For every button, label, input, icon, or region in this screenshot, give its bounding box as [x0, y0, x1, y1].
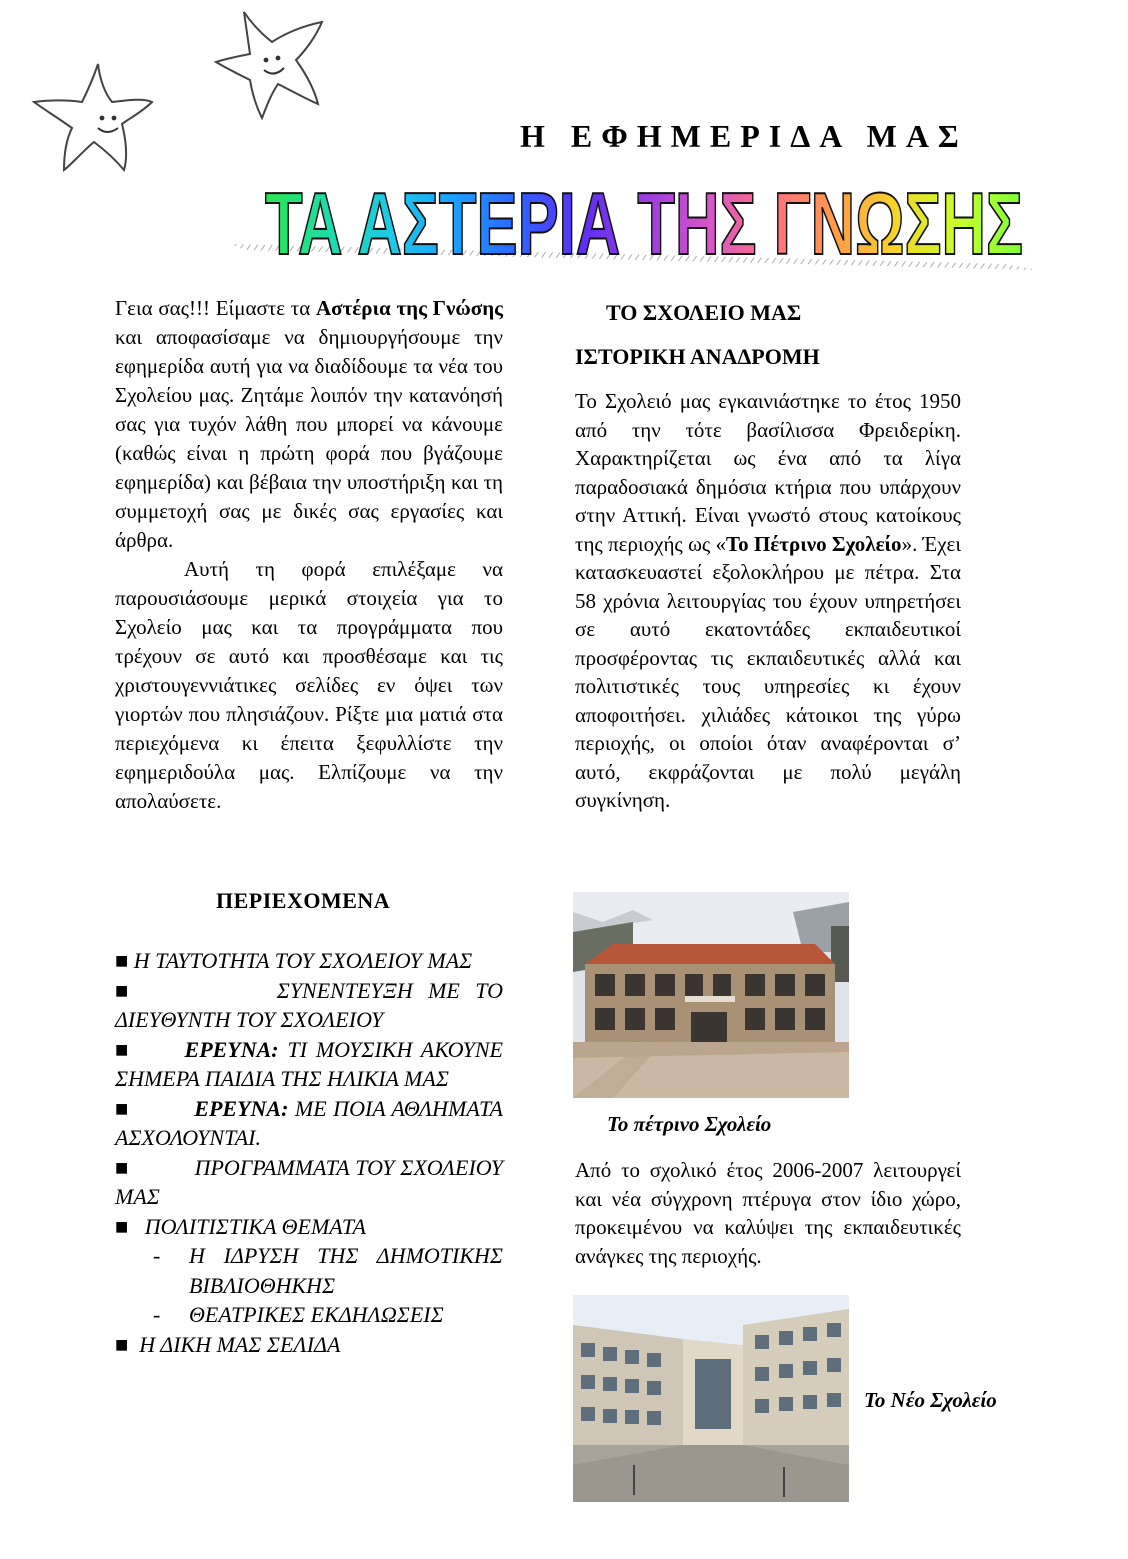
new-wing-paragraph: Από το σχολικό έτος 2006-2007 λειτουργεί και νέα σύγχρονη πτέρυγα στον ίδιο χώρο, προκειμένου να καλύψει της εκπαιδευτικές ανάγκες της περιοχής. — [575, 1158, 961, 1268]
contents-item: ■ ΕΡΕΥΝΑ: ΜΕ ΠΟΙΑ ΑΘΛΗΜΑΤΑ ΑΣΧΟΛΟΥΝΤΑΙ. — [115, 1095, 503, 1150]
newspaper-name: Αστέρια της Γνώσης — [316, 296, 503, 320]
contents-item: ■ Η ΔΙΚΗ ΜΑΣ ΣΕΛΙΔΑ — [115, 1331, 341, 1357]
masthead-text: ΤΑ ΑΣΤΕΡΙΑ ΤΗΣ ΓΝΩΣΗΣ — [265, 186, 1023, 274]
contents-item: ■ ΠΟΛΙΤΙΣΤΙΚΑ ΘΕΜΑΤΑ — [115, 1213, 366, 1239]
contents-item: ■ ΕΡΕΥΝΑ: ΤΙ ΜΟΥΣΙΚΗ ΑΚΟΥΝΕ ΣΗΜΕΡΑ ΠΑΙΔΙΑ ΤΗΣ ΗΛΙΚΙΑ ΜΑΣ — [115, 1036, 503, 1091]
intro-paragraph-2: Αυτή τη φορά επιλέξαμε να παρουσιάσουμε μερικά στοιχεία για το Σχολείο μας και τα προγράμματα που τρέχουν σε αυτό και προσθέσαμε και τις χριστουγεννιάτικες σελίδες εν όψει των γιορτών που πλησιάζουν. Ρίξτε μια ματιά στα περιεχόμενα κι έπειτα ξεφυλλίστε την εφημεριδούλα μας. Ελπίζουμε να την απολαύσετε. — [115, 557, 503, 813]
contents-subitem: - Η ΙΔΡΥΣΗ ΤΗΣ ΔΗΜΟΤΙΚΗΣ ΒΙΒΛΙΟΘΗΚΗΣ — [153, 1243, 503, 1298]
new-school-caption: Το Νέο Σχολείο — [864, 1388, 997, 1412]
stone-school-photo — [573, 892, 849, 1098]
masthead-title — [225, 186, 1045, 276]
star-icon — [212, 8, 332, 120]
contents-item: ■ Η ΤΑΥΤΟΤΗΤΑ ΤΟΥ ΣΧΟΛΕΙΟΥ ΜΑΣ — [115, 948, 473, 973]
new-school-photo — [573, 1295, 849, 1502]
contents-item: ■ ΠΡΟΓΡΑΜΜΑΤΑ ΤΟΥ ΣΧΟΛΕΙΟΥ ΜΑΣ — [115, 1154, 503, 1209]
intro-paragraph: Γεια σας!!! Είμαστε τα Αστέρια της Γνώσης και αποφασίσαμε να δημιουργήσουμε την εφημερίδα αυτή για να διαδίδουμε τα νέα του Σχολείου μας. Ζητάμε λοιπόν την κατανόησή σας για τυχόν λάθη που μπορεί να κάνουμε (καθώς είναι η πρώτη φορά που βγάζουμε εφημερίδα) και βέβαια την υποστήριξη και τη συμμετοχή σας με δικές σας εργασίες και άρθρα. — [115, 296, 503, 552]
newspaper-kicker: Η ΕΦΗΜΕΡΙΔΑ ΜΑΣ — [520, 118, 968, 154]
history-paragraph: Το Σχολειό μας εγκαινιάστηκε το έτος 1950 από την τότε βασίλισσα Φρειδερίκη. Χαρακτηρίζεται ως ένα από τα λίγα παραδοσιακά δημόσια κτήρια που υπάρχουν στην Αττική. Είναι γνωστό στους κατοίκους της περιοχής ως «Το Πέτρινο Σχολείο». Έχει κατασκευαστεί εξολοκλήρου με πέτρα. Στα 58 χρόνια λειτουργίας του έχουν υπηρετήσει σε αυτό εκατοντάδες εκπαιδευτικοί προσφέροντας τις εκπαιδευτικές αλλά και πολιτιστικές τους υπηρεσίες κι έχουν αποφοιτήσει. χιλιάδες κάτοικοι της γύρω περιοχής, οι οποίοι όταν αναφέρονται σ’ αυτό, εκφράζονται με πολύ μεγάλη συγκίνηση. — [575, 389, 962, 812]
stone-school-caption: Το πέτρινο Σχολείο — [607, 1112, 772, 1136]
contents-item: ■ ΣΥΝΕΝΤΕΥΞΗ ΜΕ ΤΟ ΔΙΕΥΘΥΝΤΗ ΤΟΥ ΣΧΟΛΕΙΟΥ — [115, 977, 503, 1032]
contents-title: ΠΕΡΙΕΧΟΜΕΝΑ — [216, 888, 391, 913]
contents-subitem: - ΘΕΑΤΡΙΚΕΣ ΕΚΔΗΛΩΣΕΙΣ — [153, 1302, 444, 1327]
intro-column — [115, 294, 503, 816]
star-icon — [28, 58, 158, 176]
contents-list — [115, 946, 503, 1359]
section-subheading: ΙΣΤΟΡΙΚΗ ΑΝΑΔΡΟΜΗ — [575, 344, 820, 369]
section-heading: ΤΟ ΣΧΟΛΕΙΟ ΜΑΣ — [606, 300, 802, 325]
